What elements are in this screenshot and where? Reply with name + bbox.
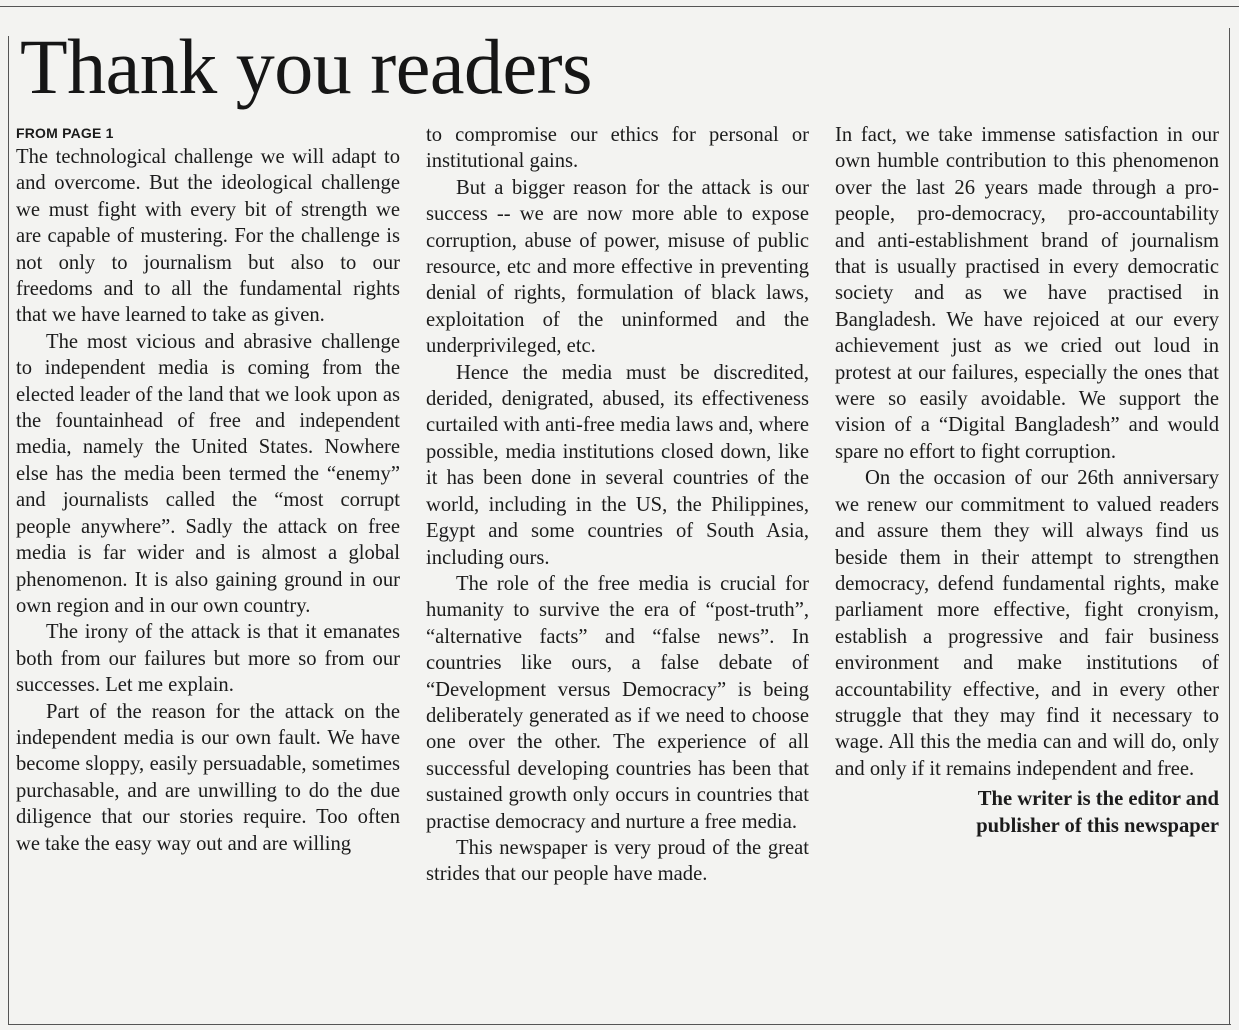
paragraph: The irony of the attack is that it emanates both from our failures but more so from our successes. Let me explain. — [16, 621, 400, 697]
credit-line: publisher of this newspaper — [976, 814, 1219, 837]
credit-line: The writer is the editor and — [977, 788, 1219, 811]
paragraph: to compromise our ethics for personal or institutional gains. — [426, 124, 809, 173]
paragraph: But a bigger reason for the attack is our success -- we are now more able to expose corruption, abuse of power, misuse of public resource, etc and more effective in preventing denial of rights, formulation of black laws, exploitation of the uninformed and the underprivileged, etc. — [426, 176, 809, 358]
paragraph: Part of the reason for the attack on the independent media is our own fault. We have become sloppy, easily persuadable, sometimes purchasable, and are unwilling to do the due diligence that our stories require. Too often we take the easy way out and are willing — [16, 700, 400, 855]
left-border — [8, 36, 9, 1024]
right-border — [1229, 28, 1230, 1024]
bottom-rule — [8, 1024, 1231, 1025]
paragraph: The role of the free media is crucial for humanity to survive the era of “post-truth”, “alternative facts” and “false news”. In countries like ours, a false debate of “Development versus Democracy” is being deliberately generated as if we need to choose one over the other. The experience of all successful developing countries has been that sustained growth only occurs in countries that practise democracy and nurture a free media. — [426, 572, 809, 833]
paragraph: The most vicious and abrasive challenge to independent media is coming from the elected leader of the land that we look upon as the fountainhead of free and independent media, namely the United States. Nowhere else has the media been termed the “enemy” and journalists called the “most corrupt people anywhere”. Sadly the attack on free media is far wider and is almost a global phenomenon. It is also gaining ground in our own region and in our own country. — [16, 330, 400, 617]
paragraph: On the occasion of our 26th anniversary we renew our commitment to valued readers and assure them they will always find us beside them in their attempt to strengthen democracy, defend fundamental rights, make parliament more effective, fight cronyism, establish a progressive and fair business environment and make institutions of accountability effective, and in every other struggle that they may find it necessary to wage. All this the media can and will do, only and only if it remains independent and free. — [835, 467, 1219, 780]
continued-from-label: FROM PAGE 1 — [16, 125, 114, 141]
headline: Thank you readers — [20, 23, 592, 110]
article-column-3 — [835, 122, 1219, 1017]
article-column-1 — [16, 122, 400, 1017]
paragraph: This newspaper is very proud of the great strides that our people have made. — [426, 836, 809, 886]
author-credit — [835, 786, 1219, 839]
paragraph: In fact, we take immense satisfaction in our own humble contribution to this phenomenon over the last 26 years made through a pro-people, pro-democracy, pro-accountability and anti-establishment brand of journalism that is usually practised in every democratic society and as we have practised in Bangladesh. We have rejoiced at our every achievement just as we cried out loud in protest at our failures, especially the ones that were so easily avoidable. We support the vision of a “Digital Bangladesh” and would spare no effort to fight corruption. — [835, 124, 1219, 463]
top-rule — [0, 6, 1239, 7]
paragraph: Hence the media must be discredited, derided, denigrated, abused, its effectiveness curtailed with anti-free media laws and, where possible, media institutions closed down, like it has been done in several countries of the world, including in the US, the Philippines, Egypt and some countries of South Asia, including ours. — [426, 361, 809, 569]
paragraph: The technological challenge we will adapt to and overcome. But the ideological challenge we must fight with every bit of strength we are capable of mustering. For the challenge is not only to journalism but also to our freedoms and to all the fundamental rights that we have learned to take as given. — [16, 146, 400, 327]
article-column-2 — [426, 122, 809, 1017]
